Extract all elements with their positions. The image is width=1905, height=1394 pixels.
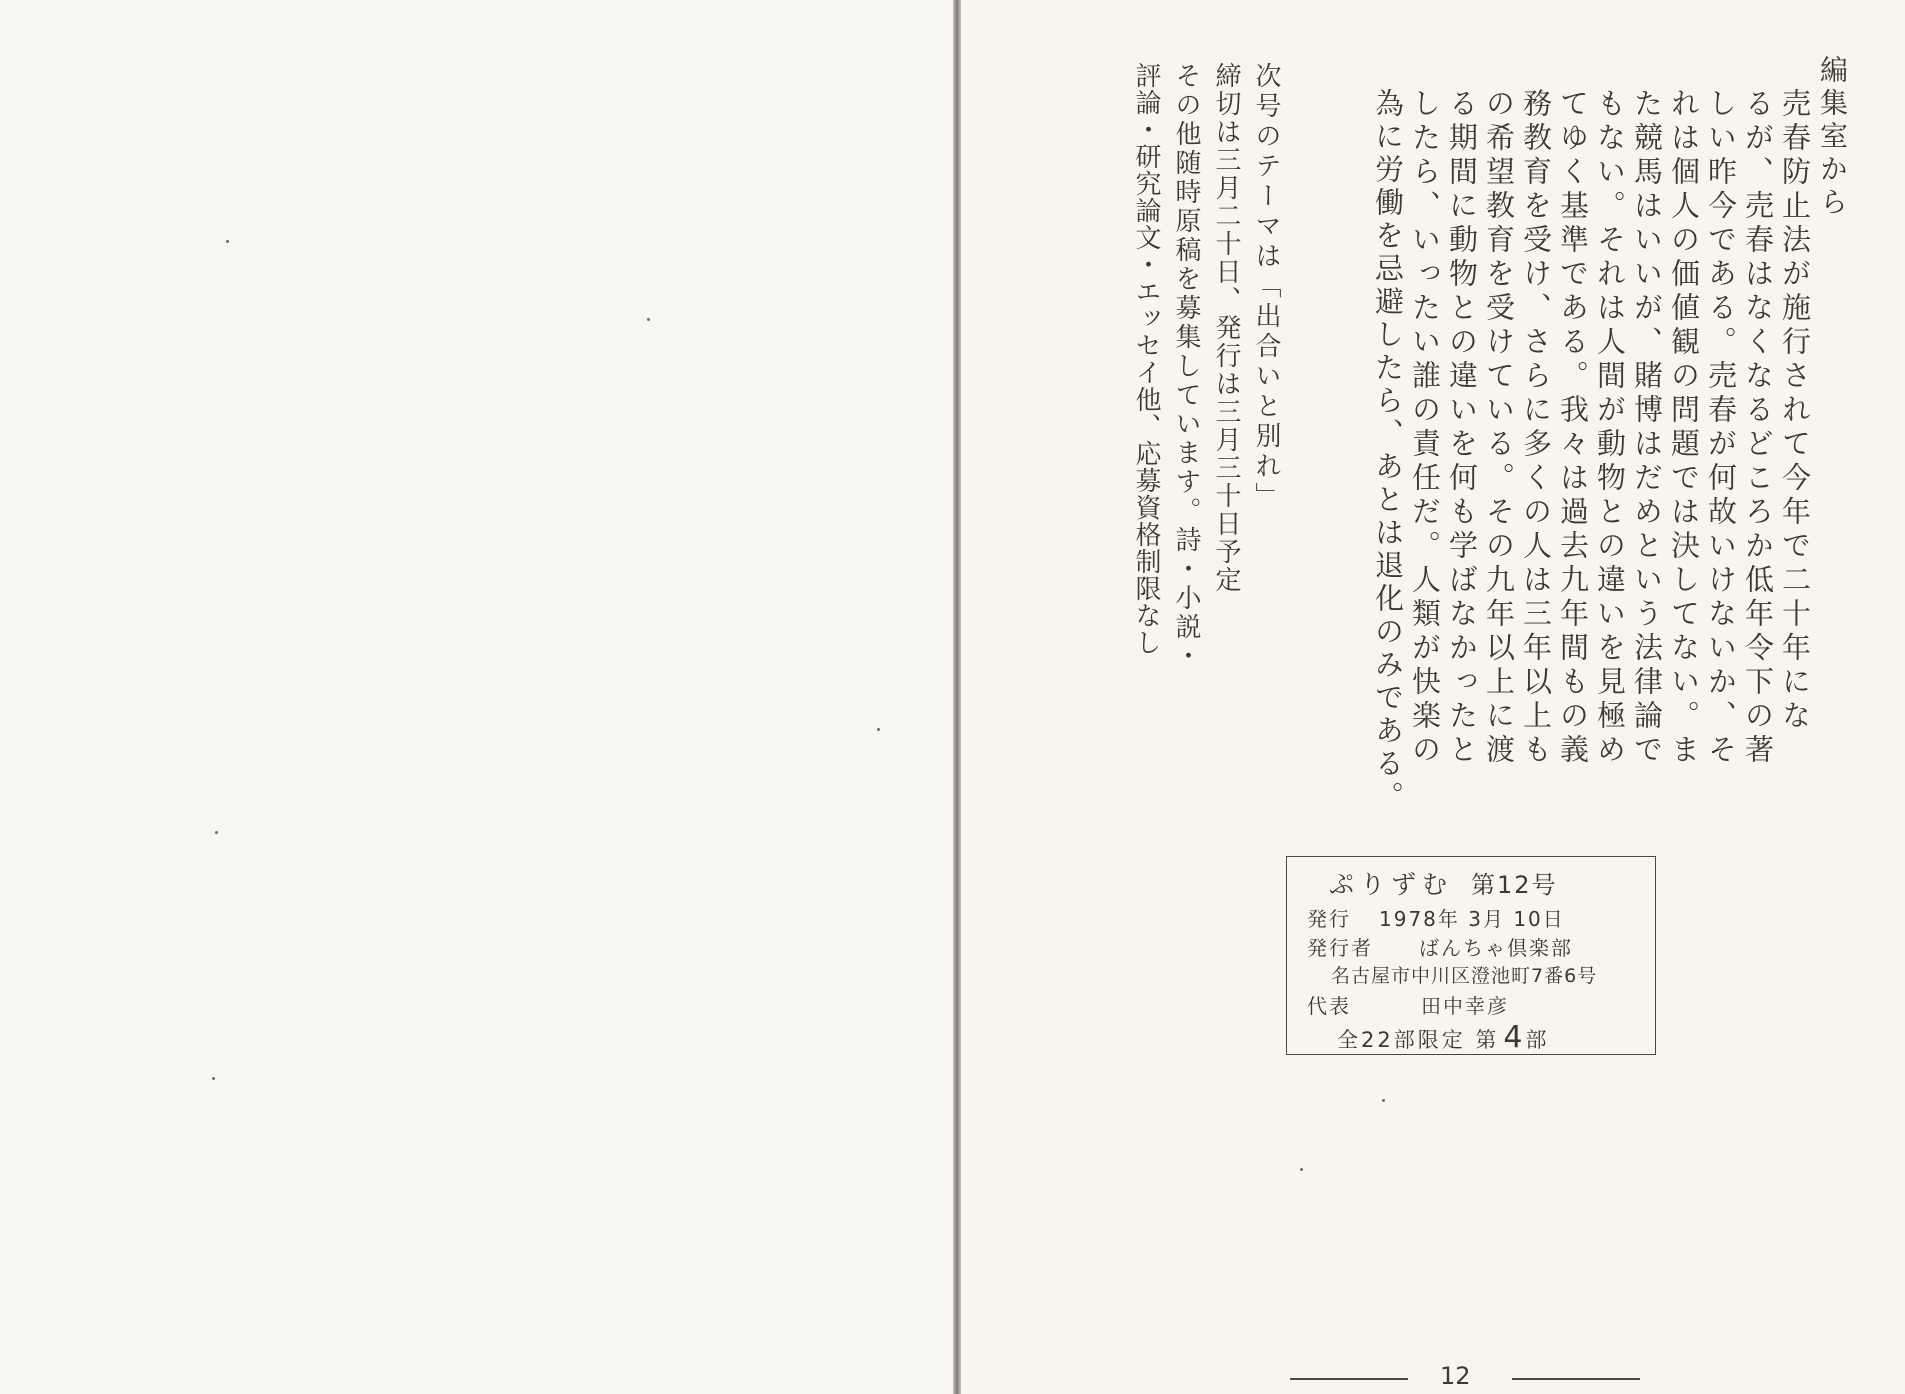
issue-number: 第12号: [1471, 871, 1558, 899]
representative-name: 田中幸彦: [1421, 994, 1509, 1018]
editorial-line: したら、いったい誰の責任だ。人類が快楽の: [1408, 88, 1442, 768]
paper-speck: [647, 318, 650, 321]
limited-edition-suffix: 部: [1525, 1028, 1550, 1052]
editorial-heading: 編集室から: [1816, 55, 1849, 220]
editorial-line: れは個人の価値観の問題では決してない。ま: [1667, 88, 1701, 768]
editorial-line: 為に労働を忌避したら、あとは退化のみである。: [1371, 88, 1405, 814]
editorial-line: るが、売春はなくなるどころか低年令下の著: [1741, 88, 1775, 768]
publisher-row: [1307, 932, 1573, 961]
notice-line: その他随時原稿を募集しています。詩・小説・: [1171, 62, 1201, 671]
colophon-box: [1286, 856, 1656, 1055]
paper-speck: [212, 1077, 215, 1080]
paper-speck: [877, 728, 880, 731]
editorial-line: 務教育を受け、さらに多くの人は三年以上も: [1519, 88, 1553, 768]
page-number: 12: [1440, 1362, 1471, 1390]
publisher-name: ばんちゃ倶楽部: [1419, 936, 1573, 960]
publication-date-label: 発行: [1307, 907, 1351, 931]
representative-row: [1307, 990, 1509, 1019]
editorial-line: る期間に動物との違いを何も学ばなかったと: [1445, 88, 1479, 768]
footer-rule-right: [1512, 1378, 1640, 1380]
editorial-line: た競馬はいいが、賭博はだめという法律論で: [1630, 88, 1664, 768]
footer-rule-left: [1290, 1378, 1408, 1380]
editorial-line: 売春防止法が施行されて今年で二十年にな: [1778, 88, 1812, 734]
book-spine: [953, 0, 961, 1394]
publisher-label: 発行者: [1307, 936, 1373, 960]
notice-line: 評論・研究論文・エッセイ他、応募資格制限なし: [1131, 62, 1161, 656]
publication-date: 1978年 3月 10日: [1379, 907, 1565, 931]
colophon-title-row: [1329, 865, 1558, 901]
paper-speck: [1300, 1168, 1303, 1171]
notice-line: 次号のテーマは「出合いと別れ」: [1251, 62, 1281, 512]
limited-edition-prefix: 全22部限定 第: [1337, 1028, 1500, 1052]
paper-speck: [226, 240, 229, 243]
editorial-line: もない。それは人間が動物との違いを見極め: [1593, 88, 1627, 768]
limited-edition-row: [1337, 1020, 1550, 1055]
editorial-line: の希望教育を受けている。その九年以上に渡: [1482, 88, 1516, 768]
notice-line: 締切は三月二十日、発行は三月三十日予定: [1211, 62, 1241, 594]
representative-label: 代表: [1307, 994, 1351, 1018]
paper-speck: [1382, 1099, 1385, 1102]
publication-date-row: [1307, 903, 1565, 932]
magazine-title: ぷりずむ: [1329, 870, 1454, 899]
publisher-address: 名古屋市中川区澄池町7番6号: [1331, 965, 1598, 987]
limited-edition-copy-number: 4: [1503, 1020, 1526, 1055]
paper-speck: [215, 831, 218, 834]
editorial-line: てゆく基準である。我々は過去九年間もの義: [1556, 88, 1590, 768]
editorial-line: しい昨今である。売春が何故いけないか、そ: [1704, 88, 1738, 768]
